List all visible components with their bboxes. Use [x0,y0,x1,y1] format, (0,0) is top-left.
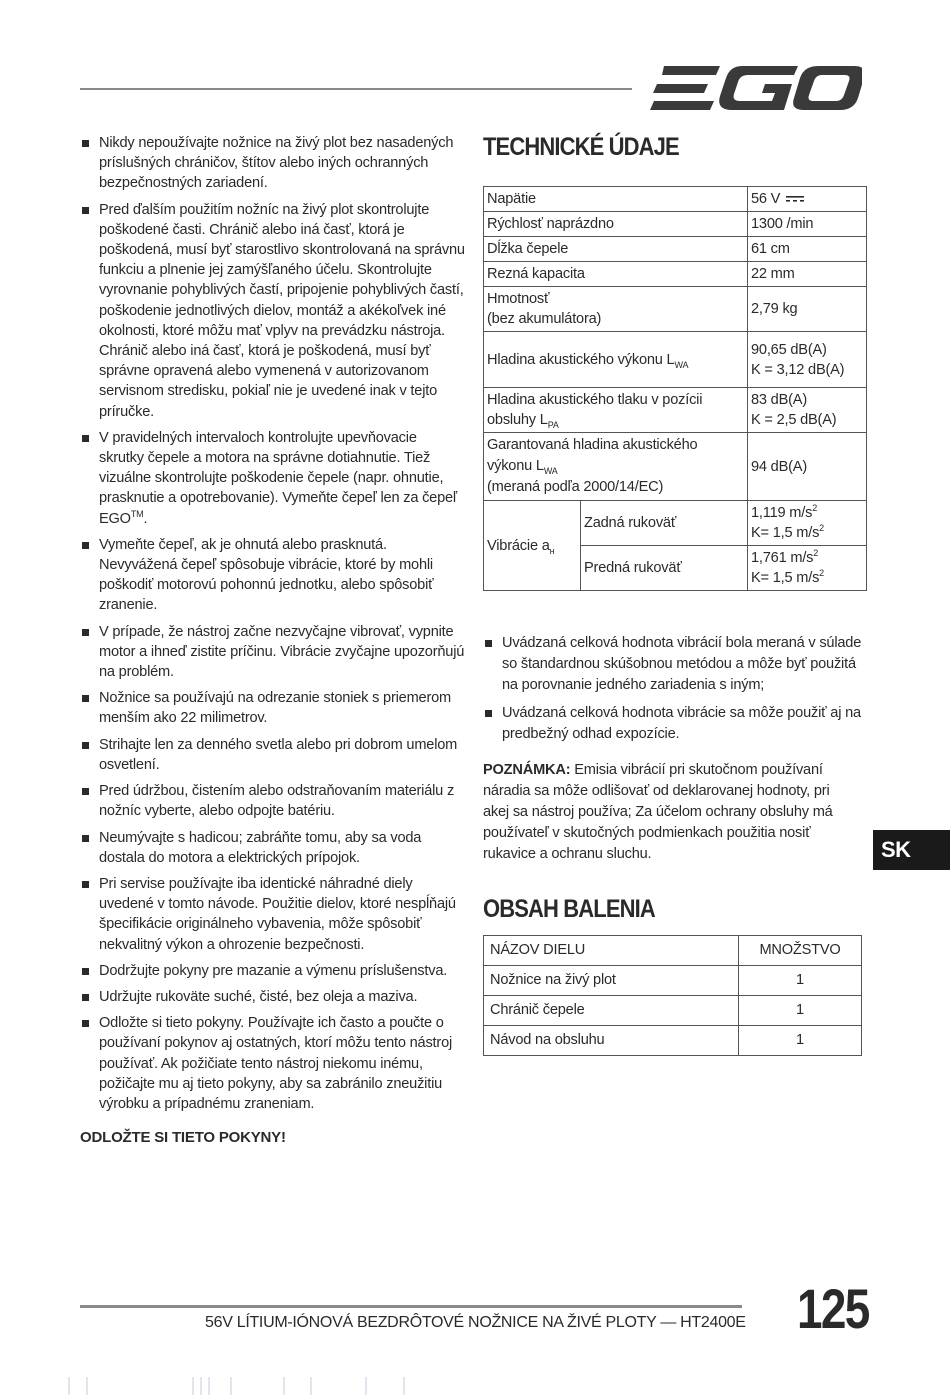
bullet-icon [82,881,89,888]
list-item [80,874,465,955]
note-paragraph [483,760,848,865]
list-item [80,735,465,775]
table-cell-label: Rýchlosť naprázdno [484,212,748,237]
scan-mark [86,1377,88,1395]
list-item-text: Odložte si tieto pokyny. Používajte ich často a poučte o používaní pokynov aj ostatných, ktorí môžu tento nástroj používať. Ak požičiate tento nástroj niekomu inému, požičajte mu aj tieto pokyny, aby sa zabránilo zneužitiu výrobku a prípadnému zraneniam. [99,1015,453,1112]
value-line: 90,65 dB(A) [751,341,827,358]
note-text: Emisia vibrácií pri skutočnom používaní náradia sa môže odlišovať od deklarovanej hodnoty, pri akej sa nástroj používa; Za účelom ochrany obsluhy má používateľ v skutočných podmienkach použitia nosiť rukavice a ochranu sluchu. [483,762,833,862]
list-item-text: Strihajte len za denného svetla alebo pri dobrom umelom osvetlení. [99,736,458,773]
list-item [80,133,465,194]
table-row [484,332,867,388]
bullet-icon [485,640,492,647]
list-item [80,688,465,728]
bullet-icon [82,788,89,795]
table-row [484,501,867,546]
label-line: (bez akumulátora) [487,311,602,327]
table-cell-value: 2,79 kg [748,287,867,332]
table-cell-label [484,388,748,433]
list-item [80,828,465,868]
scan-mark [403,1377,405,1395]
exponent: 2 [812,503,818,514]
trademark-mark: TM [130,508,144,519]
value-line: K = 2,5 dB(A) [751,412,837,428]
table-cell-value [748,546,867,591]
label-text: Vibrácie a [487,537,550,554]
list-item-text: V pravidelných intervaloch kontrolujte upevňovacie skrutky čepele a motora na správne dotiahnutie. Tiež vizuálne skontrolujte poškodenie čepele (napr. ohnutie, prasknutie a opotrebovanie). Vymeňte čepeľ len za čepeľ EGO [99,429,457,527]
list-item [80,987,465,1007]
label-line: Hmotnosť [487,291,550,307]
page-number: 125 [797,1277,869,1340]
column-header-part: NÁZOV DIELU [484,936,739,966]
table-row [484,262,867,287]
value-line: 1,761 m/s [751,550,814,566]
column-header-qty: MNOŽSTVO [739,936,862,966]
footer-rule [80,1305,742,1308]
bullet-icon [82,968,89,975]
table-cell-value [748,332,867,388]
exponent: 2 [813,548,819,559]
table-row [484,996,862,1026]
table-cell-label [484,501,581,591]
list-item [80,428,465,529]
value-line: K= 1,5 m/s [751,525,820,541]
package-contents-title: OBSAH BALENIA [483,895,655,923]
label-subscript: PA [547,419,559,430]
part-qty: 1 [739,966,862,996]
scan-mark [192,1377,194,1395]
table-cell-label: Rezná kapacita [484,262,748,287]
table-row [484,433,867,501]
table-row [484,966,862,996]
table-row [484,187,867,212]
table-cell-label [484,433,748,501]
note-label: POZNÁMKA: [483,762,571,778]
voltage-value: 56 V [751,191,781,207]
bullet-icon [485,710,492,717]
list-item-text: Nikdy nepoužívajte nožnice na živý plot bez nasadených príslušných chráničov, štítov alebo iných ochranných bezpečnostných zariadení. [99,135,454,192]
bullet-icon [82,140,89,147]
scan-mark [230,1377,232,1395]
safety-column [80,133,465,1148]
list-item [483,633,868,696]
label-line: Garantovaná hladina akustického [487,437,698,453]
list-item-text: V prípade, že nástroj začne nezvyčajne vibrovať, vypnite motor a ihneď zistite príčinu. Vibrácie zvyčajne upozorňujú na problém. [99,623,465,681]
bullet-icon [82,207,89,214]
table-cell-sublabel: Predná rukoväť [581,546,748,591]
bullet-icon [82,695,89,702]
table-row [484,287,867,332]
technical-column [483,133,873,1048]
table-cell-value: 1300 /min [748,212,867,237]
package-contents-table [483,935,862,1056]
part-name: Chránič čepele [484,996,739,1026]
label-subscript: WA [674,359,689,370]
value-line: 83 dB(A) [751,392,807,408]
part-qty: 1 [739,1026,862,1056]
label-subscript: WA [543,465,558,476]
table-cell-sublabel: Zadná rukoväť [581,501,748,546]
table-row [484,212,867,237]
list-item-text: Pred ďalším použitím nožníc na živý plot skontrolujte poškodené časti. Chránič alebo iná časť, ktorá je poškodená, musí byť starostlivo skontrolovaná na správnu funkciu a plnenie jej zamýšľaného účelu. Skontrolujte vyrovnanie pohyblivých častí, pripojenie pohyblivých častí, poškodenie jednotlivých dielov, montáž a akékoľvek iné okolnosti, ktoré môžu mať vplyv na prevádzku nástroja. Chránič alebo iná časť, ktorá je poškodená, musí byť správne opravená alebo vymenená v autorizovanom servisnom stredisku, pokiaľ nie je uvedené inak v tejto príručke. [99,201,465,420]
technical-data-title: TECHNICKÉ ÚDAJE [483,133,679,161]
list-item [80,1013,465,1114]
table-cell-value: 22 mm [748,262,867,287]
table-cell-label [484,287,748,332]
table-cell-value: 94 dB(A) [748,433,867,501]
list-item-tail: . [143,510,148,527]
bullet-icon [82,542,89,549]
bullet-icon [82,629,89,636]
list-item-text: Pred údržbou, čistením alebo odstraňovaním materiálu z nožníc vyberte, alebo odpojte batériu. [99,783,455,820]
table-cell-label: Napätie [484,187,748,212]
label-text: Hladina akustického výkonu L [487,351,675,368]
table-cell-value [748,187,867,212]
table-cell-label: Dĺžka čepele [484,237,748,262]
list-item [80,200,465,422]
footer-title: 56V LÍTIUM-IÓNOVÁ BEZDRÔTOVÉ NOŽNICE NA ŽIVÉ PLOTY — HT2400E [205,1314,746,1331]
value-line: 1,119 m/s [751,505,813,521]
scan-mark [208,1377,210,1395]
part-name: Nožnice na živý plot [484,966,739,996]
list-item-text: Pri servise používajte iba identické náhradné diely uvedené v tomto návode. Použitie dielov, ktoré nespĺňajú špecifikácie originálneho vybavenia, môže spôsobiť nekvalitný výkon a ohrozenie bezpečnosti. [99,875,456,953]
exponent: 2 [819,568,824,579]
dc-current-icon [786,196,804,202]
value-line: K= 1,5 m/s [751,570,820,586]
value-line: K = 3,12 dB(A) [751,361,845,378]
part-name: Návod na obsluhu [484,1026,739,1056]
table-row [484,388,867,433]
label-line: Hladina akustického tlaku v pozícii [487,392,703,408]
table-cell-value [748,388,867,433]
table-cell-value: 61 cm [748,237,867,262]
list-item-text: Vymeňte čepeľ, ak je ohnutá alebo prasknutá. Nevyvážená čepeľ spôsobuje vibrácie, ktoré by mohli poškodiť motorovú pohonnú jednotku, alebo spôsobiť zranenie. [99,536,434,614]
exponent: 2 [819,523,824,534]
list-item-text: Uvádzaná celková hodnota vibrácie sa môže použiť aj na predbežný odhad expozície. [502,705,861,742]
list-item [80,961,465,981]
vibration-notes-list [483,633,868,752]
scan-mark [283,1377,285,1395]
table-header-row [484,936,862,966]
bullet-icon [82,742,89,749]
list-item-text: Neumývajte s hadicou; zabráňte tomu, aby sa voda dostala do motora a elektrických prípojok. [99,829,422,866]
list-item [80,622,465,683]
part-qty: 1 [739,996,862,1026]
table-cell-label [484,332,748,388]
list-item [483,703,868,745]
label-line: (meraná podľa 2000/14/EC) [487,479,664,495]
scan-mark [310,1377,312,1395]
table-row [484,1026,862,1056]
scan-mark [365,1377,367,1395]
technical-data-table [483,186,867,591]
scan-mark [200,1377,202,1395]
safety-list [80,133,465,1114]
scan-mark [68,1377,70,1395]
bullet-icon [82,1020,89,1027]
language-tab: SK [873,830,950,870]
bullet-icon [82,994,89,1001]
list-item-text: Uvádzaná celková hodnota vibrácií bola meraná v súlade so štandardnou skúšobnou metódou a môže byť použitá na porovnanie jedného zariadenia s iným; [502,635,862,693]
label-line: obsluhy L [487,412,548,428]
list-item-text: Nožnice sa používajú na odrezanie stoniek s priemerom menším ako 22 milimetrov. [99,690,451,727]
ego-logo [650,62,862,114]
keep-instructions-heading: ODLOŽTE SI TIETO POKYNY! [80,1129,286,1147]
table-row [484,237,867,262]
list-item-text: Dodržujte pokyny pre mazanie a výmenu príslušenstva. [99,962,448,979]
bullet-icon [82,835,89,842]
header-rule [80,88,632,90]
list-item [80,535,465,616]
list-item [80,781,465,821]
label-line: výkonu L [487,458,544,474]
list-item-text: Udržujte rukoväte suché, čisté, bez oleja a maziva. [99,988,418,1005]
table-cell-value [748,501,867,546]
bullet-icon [82,435,89,442]
label-subscript: н [549,545,555,556]
